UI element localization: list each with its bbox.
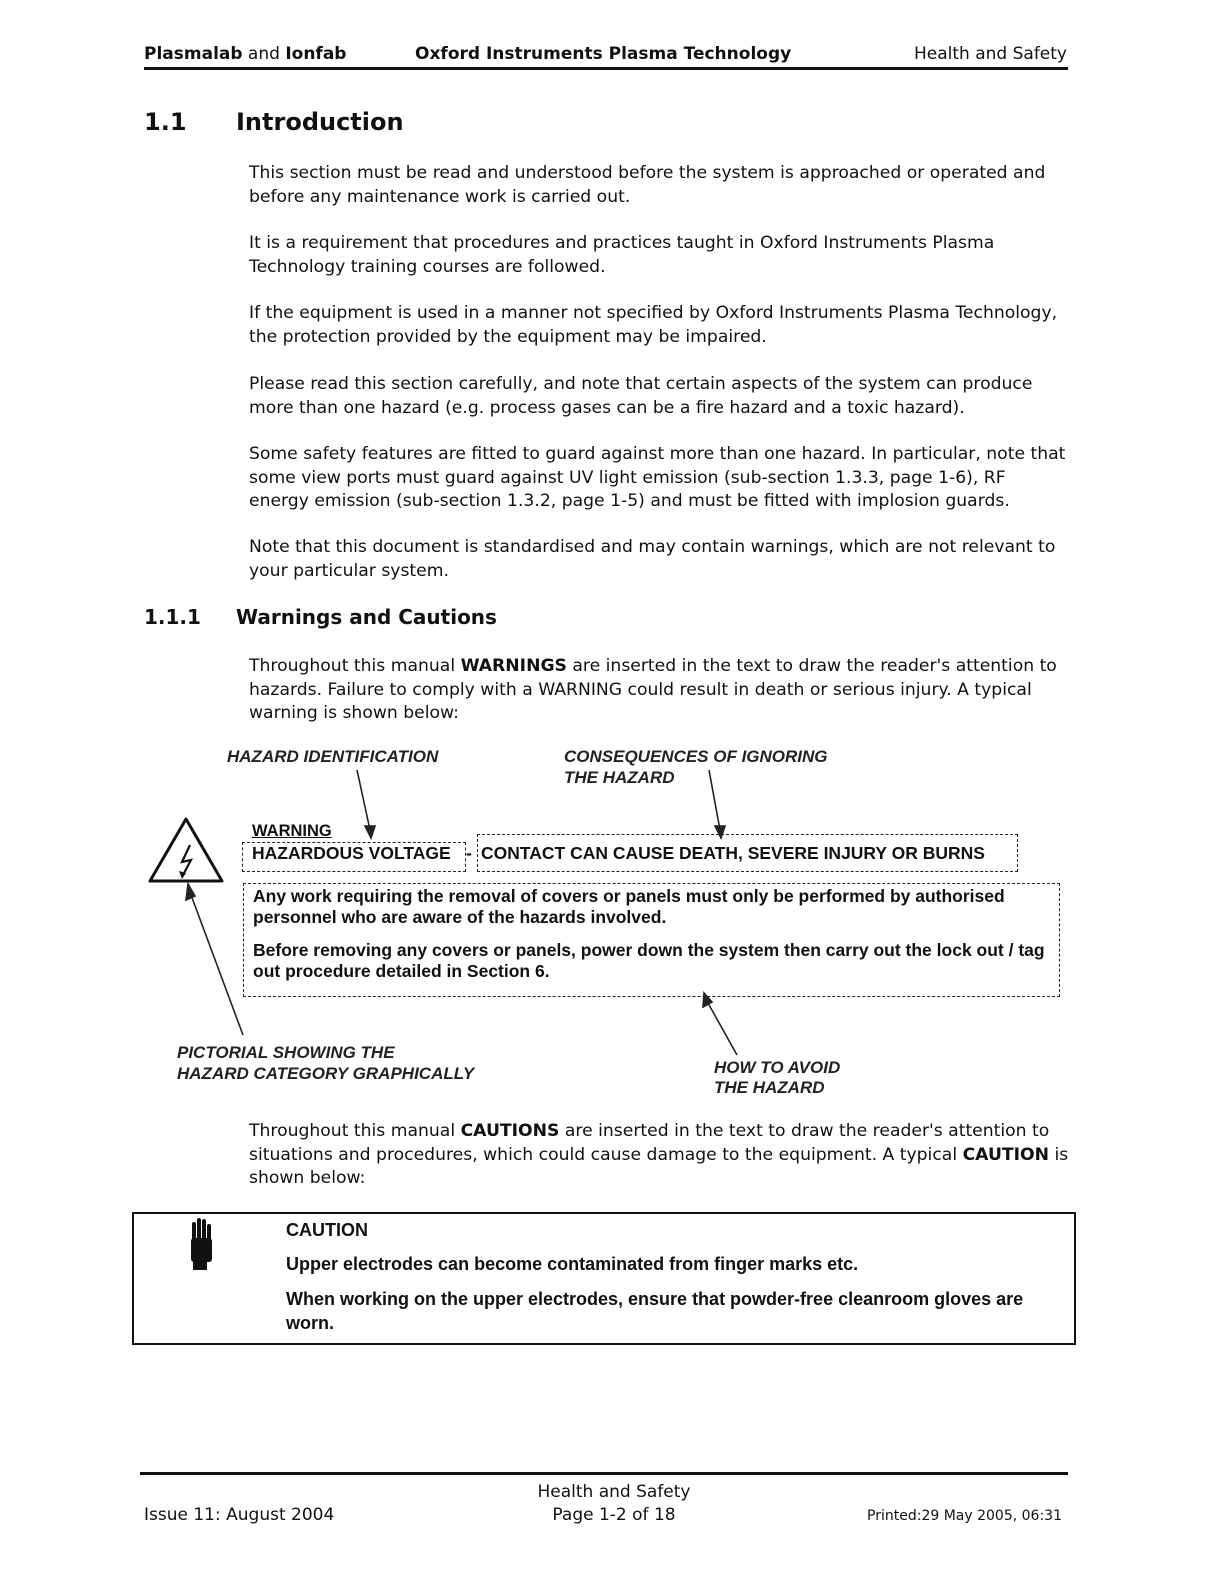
caution-keyword: CAUTION <box>962 1144 1050 1165</box>
intro-paragraph-1: This section must be read and understood before the system is approached or operated and before any maintenance work is carried out. <box>249 163 1046 207</box>
annotation-avoid-line2: THE HAZARD <box>714 1078 825 1097</box>
intro-paragraph-4: Please read this section carefully, and note that certain aspects of the system can produce more than one hazard (e.g. process gases can be a fire hazard and a toxic hazard). <box>249 374 1033 418</box>
section-number: 1.1 <box>144 108 187 136</box>
annotation-pictorial-line2: HAZARD CATEGORY GRAPHICALLY <box>177 1064 475 1083</box>
cautions-keyword: CAUTIONS <box>460 1121 560 1141</box>
footer-printed-date: Printed:29 May 2005, 06:31 <box>867 1508 1062 1524</box>
subsection-title: Warnings and Cautions <box>236 605 497 629</box>
hand-stop-icon <box>186 1216 216 1272</box>
header-section: Health and Safety <box>914 44 1067 64</box>
caution-title: CAUTION <box>286 1220 368 1240</box>
avoidance-instruction-1: Any work requiring the removal of covers or panels must only be performed by authorised personnel who are aware of the hazards involved. <box>253 886 1005 927</box>
cautions-intro-mid: are inserted in the text to draw the reader's attention to situations and procedures, which could cause damage to the equipment. A typical <box>249 1121 1050 1165</box>
annotation-hazard-identification: HAZARD IDENTIFICATION <box>227 747 439 766</box>
cautions-intro-pre: Throughout this manual <box>249 1121 461 1141</box>
hazard-separator: - <box>466 843 472 863</box>
subsection-number: 1.1.1 <box>144 605 201 629</box>
footer-title: Health and Safety <box>537 1482 691 1502</box>
annotation-avoid-line1: HOW TO AVOID <box>714 1058 841 1077</box>
footer-issue: Issue 11: August 2004 <box>144 1505 335 1525</box>
annotation-consequences-line2: THE HAZARD <box>564 768 675 787</box>
warnings-keyword: WARNINGS <box>460 656 567 676</box>
footer-page-number: Page 1-2 of 18 <box>552 1505 676 1525</box>
hazard-consequence: CONTACT CAN CAUSE DEATH, SEVERE INJURY OR BURNS <box>481 843 985 863</box>
warnings-intro-post: are inserted in the text to draw the reader's attention to hazards. Failure to comply with a WARNING could result in death or serious injury. A typical warning is shown below: <box>249 656 1057 723</box>
header-product-ionfab: Ionfab <box>285 44 347 64</box>
section-title: Introduction <box>236 108 404 136</box>
intro-paragraph-3: If the equipment is used in a manner not specified by Oxford Instruments Plasma Technology, the protection provided by the equipment may be impaired. <box>249 303 1058 347</box>
caution-line-2: When working on the upper electrodes, ensure that powder-free cleanroom gloves are worn. <box>286 1289 1024 1333</box>
intro-paragraph-2: It is a requirement that procedures and practices taught in Oxford Instruments Plasma Technology training courses are followed. <box>249 233 995 277</box>
header-and: and <box>242 44 286 64</box>
annotation-consequences-line1: CONSEQUENCES OF IGNORING <box>564 747 828 766</box>
electrical-hazard-icon <box>146 815 226 887</box>
header-company: Oxford Instruments Plasma Technology <box>415 44 792 64</box>
warning-label: WARNING <box>252 822 332 840</box>
avoidance-instruction-2: Before removing any covers or panels, power down the system then carry out the lock out / tag out procedure detailed in Section 6. <box>253 940 1045 981</box>
footer-rule <box>140 1472 1068 1475</box>
cautions-intro-post: is shown below: <box>249 1144 1069 1188</box>
header-product-plasmalab: Plasmalab <box>144 44 243 64</box>
annotation-pictorial-line1: PICTORIAL SHOWING THE <box>177 1043 395 1062</box>
cautions-intro <box>249 1120 1069 1191</box>
warnings-intro-pre: Throughout this manual <box>249 656 461 676</box>
intro-paragraph-6: Note that this document is standardised and may contain warnings, which are not relevant to your particular system. <box>249 537 1056 581</box>
caution-line-1: Upper electrodes can become contaminated from finger marks etc. <box>286 1254 859 1274</box>
hazard-type: HAZARDOUS VOLTAGE <box>252 843 451 863</box>
intro-paragraph-5: Some safety features are fitted to guard against more than one hazard. In particular, note that some view ports must guard against UV light emission (sub-section 1.3.3, page 1-6), RF energy emission (sub-section 1.3.2, page 1-5) and must be fitted with implosion guards. <box>249 444 1066 511</box>
